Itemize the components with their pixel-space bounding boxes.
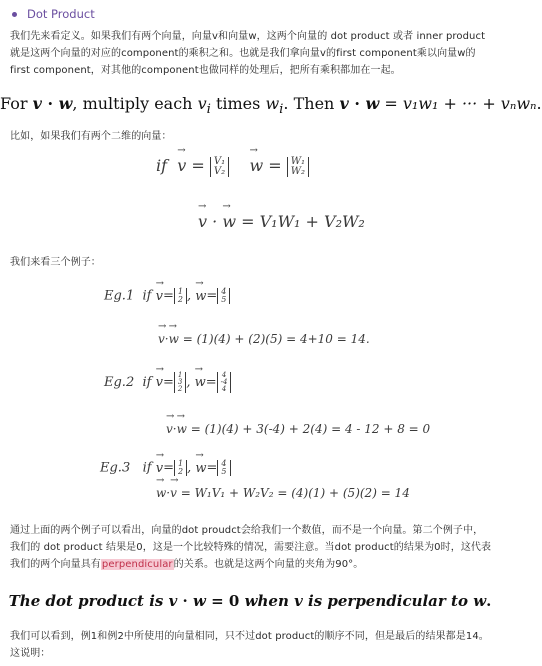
perpendicular-formula: The dot product is v · w = 0 when v is perpendicular to w. [8,592,492,610]
definition-formula: For v · w, multiply each $v_i$ times $w_i$. Then v · w = v₁w₁ + ··· + vₙwₙ. [0,94,542,118]
conclusion-paragraph: 我们可以看到，例1和例2中所使用的向量相同，只不过dot product的顺序不同，但是最后的结果都是14。这说明： [10,631,489,659]
example-intro: 比如，如果我们有两个二维的向量： [10,131,172,142]
example-3-calc: → w·→ v = W₁V₁ + W₂V₂ = (4)(1) + (5)(2) = 14 [156,486,410,500]
observation-paragraph: 通过上面的两个例子可以看出，向量的dot proudct会给我们一个数值，而不是一个向量。第二个例子中，我们的 dot product 结果是0，这是一个比较特殊的情况，需要注意。当dot product的结果为0时，这代表我们的两个向量具有perpendicular的关系。也就是这两个向量的夹角为90°。 [10,525,492,570]
definition-paragraph: 我们先来看定义。如果我们有两个向量，向量v和向量w，这两个向量的 dot product 或者 inner product就是这两个向量的对应的component的乘积之和。也就是我们拿向量v的first component乘以向量w的first component，对其他的component也做同样的处理后，把所有乘积都加在一起。 [10,31,486,76]
handwritten-vectors: if → v = V₁ V₂ → w = W₁ W₂ [156,156,309,177]
example-1-calc: → v·→ w = (1)(4) + (2)(5) = 4+10 = 14. [158,332,370,346]
three-examples-intro: 我们来看三个例子： [10,257,101,268]
example-2-calc: → v·→ w = (1)(4) + 3(-4) + 2(4) = 4 - 12 + 8 = 0 [166,422,430,436]
heading-text: Dot Product [27,7,95,21]
bullet-icon [12,12,17,17]
example-1-vectors: Eg.1 if → v= 1 2 , → w= 4 5 [104,288,230,304]
example-2-vectors: Eg.2 if → v= 1 3 2 , → w= 4 -4 4 [104,372,231,393]
section-heading [8,6,95,22]
highlighted-term: perpendicular [101,559,173,570]
example-3-vectors: Eg.3 if → v= 1 2 , → w= 4 5 [100,460,231,476]
handwritten-dot-formula: → v · → w = V₁W₁ + V₂W₂ [198,212,365,231]
